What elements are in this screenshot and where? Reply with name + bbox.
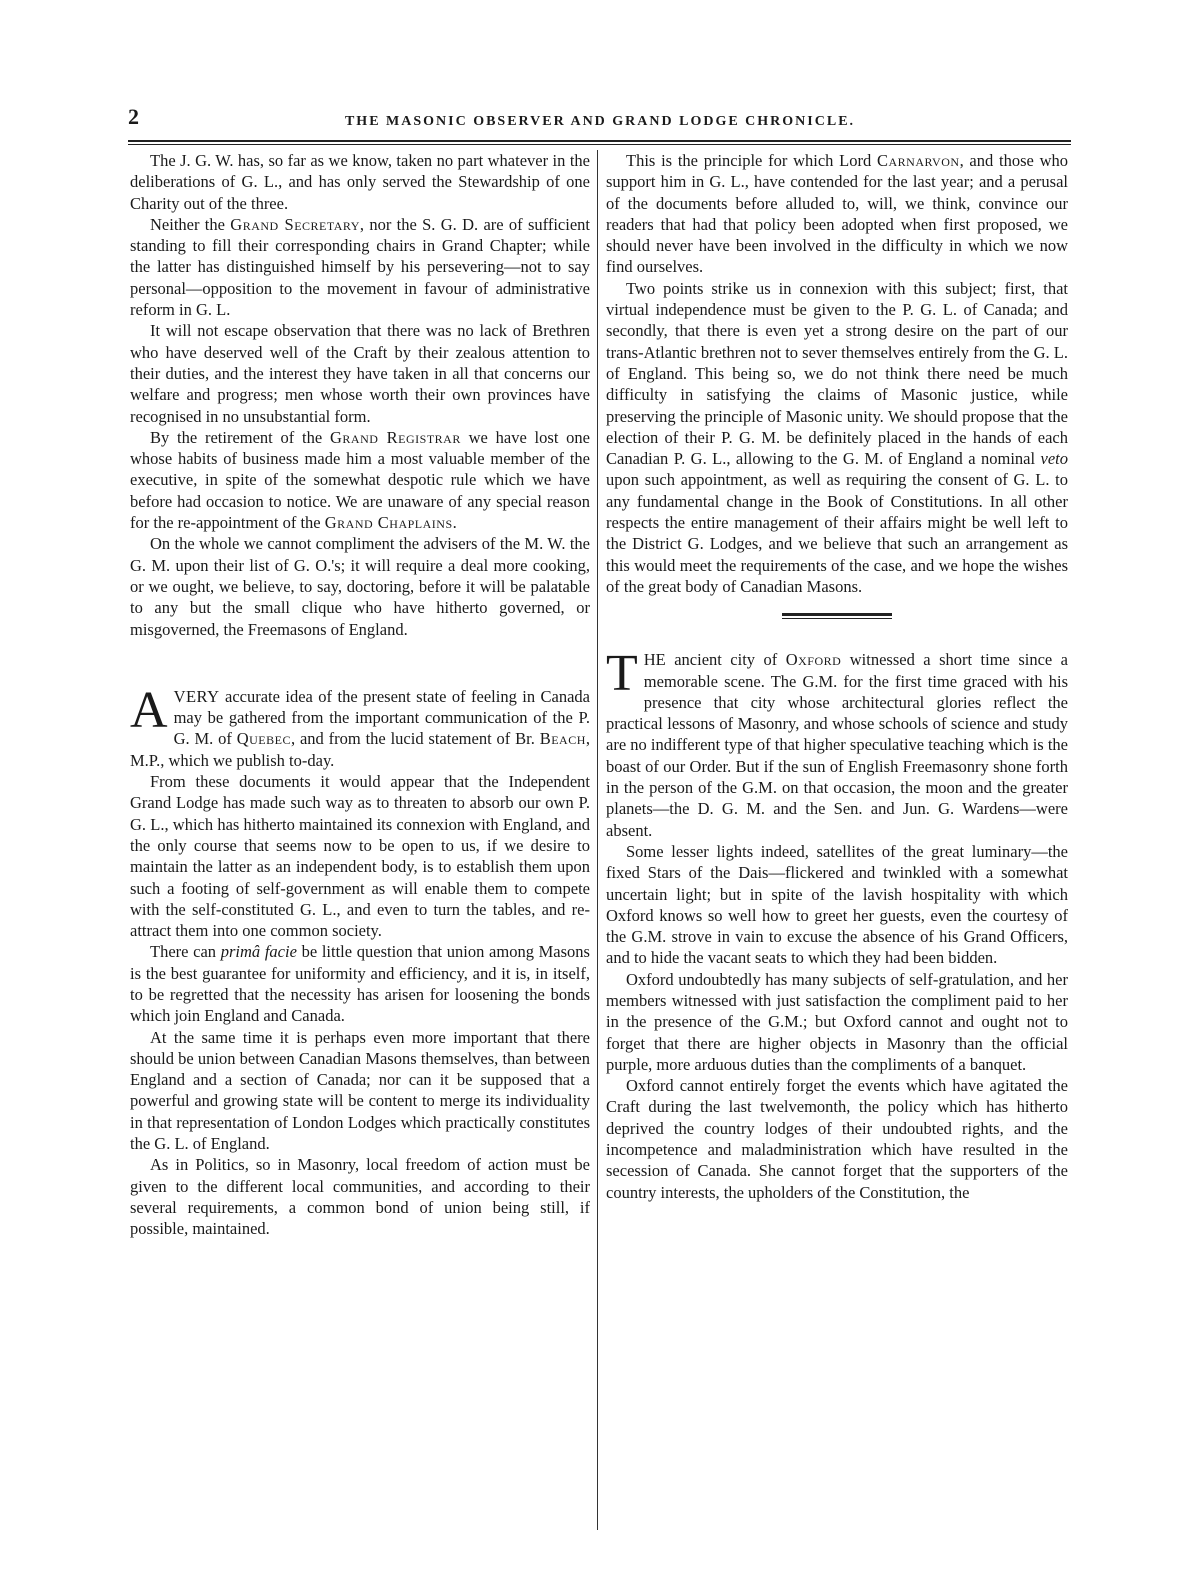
paragraph: The J. G. W. has, so far as we know, taken no part whatever in the deliberations of G. L., and has only served the Stewardship of one Charity out of the three. [130, 151, 590, 213]
article-lead-paragraph: AVERY accurate idea of the present state of feeling in Canada may be gathered from the important communication of the P. G. M. of Quebec, and from the lucid statement of Br. Beach, M.P., which we publish to-day. [130, 681, 590, 770]
right-column [606, 150, 1068, 1203]
paragraph: This is the principle for which Lord Carnarvon, and those who support him in G. L., have contended for the last year; and a perusal of the documents before alluded to, will, we think, convince our readers that had that policy been adopted when first proposed, we should never have been involved in the difficulty in which we now find ourselves. [606, 151, 1068, 277]
section-gap [130, 640, 590, 686]
paragraph: Oxford cannot entirely forget the events which have agitated the Craft during the last twelvemonth, the policy which has hitherto deprived the country lodges of their undoubted rights, and the incompetence and maladministration which have resulted in the secession of Canada. She cannot forget that the supporters of the country interests, the upholders of the Constitution, the [606, 1076, 1068, 1202]
page-number: 2 [128, 104, 139, 129]
paragraph: From these documents it would appear that the Independent Grand Lodge has made such way as to threaten to absorb our own P. G. L., which has hitherto maintained its connexion with England, and the only course that seems now to be open to us, if we desire to maintain the latter as an independent body, is to establish them upon such a footing of self-government as will enable them to compete with the self-constituted G. L., and even to turn the tables, and re-attract them into one common society. [130, 772, 590, 941]
header-rule [128, 140, 1071, 145]
paragraph: By the retirement of the Grand Registrar we have lost one whose habits of business made him a most valuable member of the executive, in spite of the somewhat despotic rule which we have before had occasion to notice. We are unaware of any special reason for the re-appointment of the Grand Chaplains. [130, 427, 590, 533]
left-column [130, 150, 590, 1240]
paragraph: Some lesser lights indeed, satellites of the great luminary—the fixed Stars of the Dais—flickered and twinkled with a somewhat uncertain light; but in spite of the lavish hospitality with which Oxford knows so well how to greet her guests, even the courtesy of the G.M. strove in vain to excuse the absence of his Grand Officers, and to hide the vacant seats to which they had been bidden. [606, 841, 1068, 968]
paragraph: As in Politics, so in Masonry, local freedom of action must be given to the different local communities, and according to their several requirements, a common bond of union being still, if possible, maintained. [130, 1155, 590, 1239]
paragraph: On the whole we cannot compliment the advisers of the M. W. the G. M. upon their list of G. O.'s; it will require a deal more cooking, or we ought, we believe, to say, doctoring, before it will be palatable to any but the small clique who have hitherto governed, or misgoverned, the Freemasons of England. [130, 534, 590, 639]
section-ornament-rule [782, 613, 892, 619]
paragraph: Neither the Grand Secretary, nor the S. G. D. are of sufficient standing to fill their corresponding chairs in Grand Chapter; while the latter has distinguished himself by his persevering—not to say personal—opposition to the movement in favour of administrative reform in G. L. [130, 214, 590, 320]
article-lead-paragraph: THE ancient city of Oxford witnessed a short time since a memorable scene. The G.M. for the first time graced with his presence that city whose architectural glories reflect the practical lessons of Masonry, and whose schools of science and study are no indifferent type of that higher speculative teaching which is the boast of our Order. But if the sun of English Freemasonry shone forth in the person of the G.M. on that occasion, the moon and the greater planets—the D. G. M. and the Sen. and Jun. G. Wardens—were absent. [606, 645, 1068, 840]
drop-cap: T [606, 645, 638, 703]
paragraph: There can primâ facie be little question that union among Masons is the best guarantee for uniformity and efficiency, and it is, in itself, to be regretted that the necessity has arisen for loosening the bonds which join England and Canada. [130, 942, 590, 1026]
running-head: THE MASONIC OBSERVER AND GRAND LODGE CHRONICLE. [344, 114, 856, 129]
paragraph: Two points strike us in connexion with this subject; first, that virtual independence must be given to the P. G. L. of Canada; and secondly, that there is even yet a strong desire on the part of our trans-Atlantic brethren not to sever themselves entirely from the G. L. of England. This being so, we do not think there need be much difficulty in satisfying the claims of Masonic justice, while preserving the principle of Masonic unity. We should propose that the election of their P. G. M. be definitely placed in the hands of each Canadian P. G. L., allowing to the G. M. of England a nominal veto upon such appointment, as well as requiring the consent of G. L. to any fundamental change in the Book of Constitutions. In all other respects the entire management of their affairs might be well left to the District G. Lodges, and we believe that such an arrangement as this would meet the requirements of the case, and we hope the wishes of the great body of Canadian Masons. [606, 278, 1068, 596]
column-divider [597, 150, 598, 1530]
paragraph: At the same time it is perhaps even more important that there should be union between Canadian Masons themselves, than between England and a section of Canada; nor can it be supposed that a powerful and growing state will be content to merge its individuality in that representation of London Lodges which practically constitutes the G. L. of England. [130, 1027, 590, 1154]
paragraph: It will not escape observation that there was no lack of Brethren who have deserved well of the Craft by their zealous attention to their duties, and the interest they have taken in all that concerns our welfare and progress; men whose worth their own provinces have recognised in no unsubstantial form. [130, 321, 590, 426]
drop-cap: A [130, 681, 168, 739]
paragraph: Oxford undoubtedly has many subjects of self-gratulation, and her members witnessed with just satisfaction the compliment paid to her in the presence of the G.M.; but Oxford cannot and ought not to forget that there are higher objects in Masonry than the official purple, more arduous duties than the compliments of a banquet. [606, 969, 1068, 1074]
